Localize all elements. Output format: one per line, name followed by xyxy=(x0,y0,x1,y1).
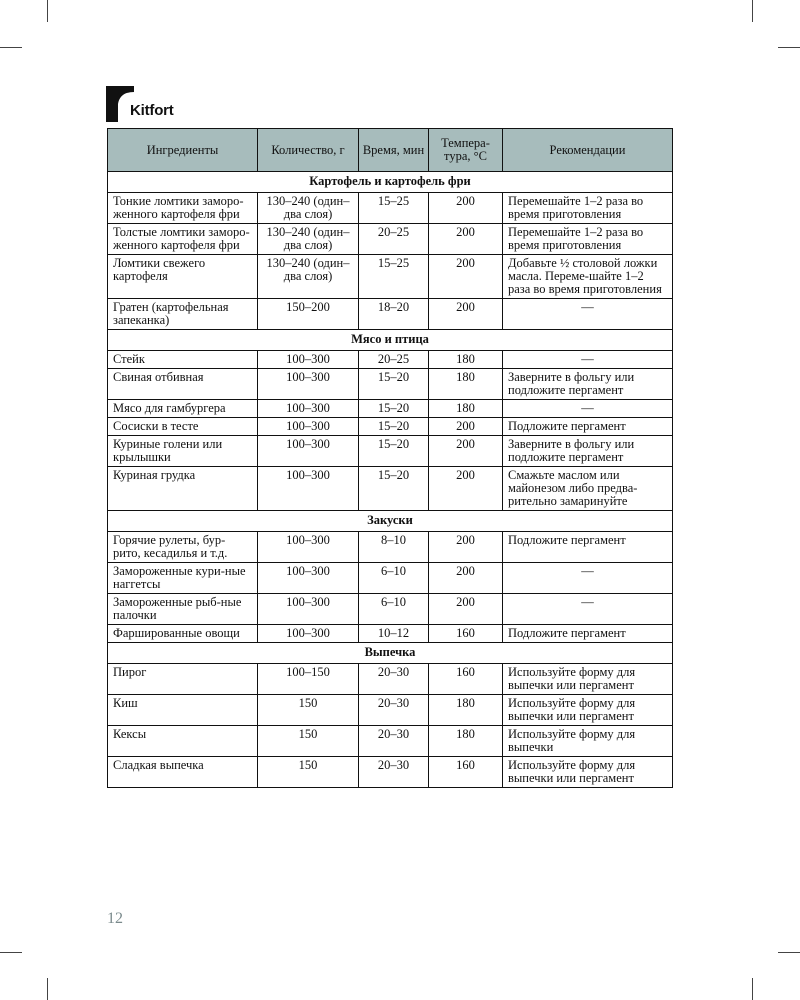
section-header-row xyxy=(108,511,673,532)
section-title: Закуски xyxy=(108,511,673,532)
cell-quantity: 150 xyxy=(258,695,359,726)
table-row xyxy=(108,224,673,255)
table-row xyxy=(108,255,673,299)
cell-recommendation: Перемешайте 1–2 раза во время приготовления xyxy=(503,224,673,255)
cell-recommendation: Подложите пергамент xyxy=(503,532,673,563)
cell-time: 20–30 xyxy=(359,757,429,788)
cell-quantity: 100–300 xyxy=(258,563,359,594)
cell-recommendation: — xyxy=(503,351,673,369)
section-header-row xyxy=(108,330,673,351)
cell-recommendation: Заверните в фольгу или подложите пергамент xyxy=(503,436,673,467)
cell-quantity: 100–300 xyxy=(258,369,359,400)
cell-quantity: 130–240 (один–два слоя) xyxy=(258,193,359,224)
cell-ingredient: Фаршированные овощи xyxy=(108,625,258,643)
header-time: Время, мин xyxy=(359,129,429,172)
cooking-table xyxy=(107,128,673,788)
cell-ingredient: Свиная отбивная xyxy=(108,369,258,400)
cell-temperature: 200 xyxy=(429,255,503,299)
cell-quantity: 100–300 xyxy=(258,532,359,563)
cell-ingredient: Сосиски в тесте xyxy=(108,418,258,436)
cell-temperature: 180 xyxy=(429,351,503,369)
cell-ingredient: Горячие рулеты, бур-рито, кесадилья и т.д. xyxy=(108,532,258,563)
cell-temperature: 160 xyxy=(429,757,503,788)
cell-ingredient: Гратен (картофельная запеканка) xyxy=(108,299,258,330)
table-row xyxy=(108,695,673,726)
cell-time: 18–20 xyxy=(359,299,429,330)
cell-time: 20–30 xyxy=(359,664,429,695)
cell-temperature: 180 xyxy=(429,695,503,726)
table-row xyxy=(108,299,673,330)
cell-ingredient: Мясо для гамбургера xyxy=(108,400,258,418)
cell-recommendation: — xyxy=(503,400,673,418)
cell-temperature: 160 xyxy=(429,664,503,695)
cell-time: 20–30 xyxy=(359,695,429,726)
cell-recommendation: — xyxy=(503,594,673,625)
cell-time: 20–25 xyxy=(359,351,429,369)
crop-mark xyxy=(47,0,48,22)
cell-recommendation: Смажьте маслом или майонезом либо предва-рительно замаринуйте xyxy=(503,467,673,511)
cell-recommendation: Используйте форму для выпечки xyxy=(503,726,673,757)
cell-time: 8–10 xyxy=(359,532,429,563)
cell-time: 15–20 xyxy=(359,369,429,400)
cell-quantity: 100–300 xyxy=(258,351,359,369)
cell-time: 15–25 xyxy=(359,193,429,224)
crop-mark xyxy=(752,978,753,1000)
crop-mark xyxy=(0,47,22,48)
cell-quantity: 100–300 xyxy=(258,418,359,436)
cell-quantity: 100–300 xyxy=(258,467,359,511)
cell-quantity: 150–200 xyxy=(258,299,359,330)
crop-mark xyxy=(752,0,753,22)
table-row xyxy=(108,436,673,467)
cell-recommendation: Подложите пергамент xyxy=(503,625,673,643)
header-ingredients: Ингредиенты xyxy=(108,129,258,172)
cell-ingredient: Стейк xyxy=(108,351,258,369)
cell-time: 6–10 xyxy=(359,594,429,625)
cell-temperature: 200 xyxy=(429,532,503,563)
table-row xyxy=(108,369,673,400)
crop-mark xyxy=(0,952,22,953)
brand-logo xyxy=(106,82,174,122)
cell-recommendation: — xyxy=(503,299,673,330)
table-row xyxy=(108,400,673,418)
cell-ingredient: Куриная грудка xyxy=(108,467,258,511)
cell-temperature: 200 xyxy=(429,594,503,625)
cell-time: 20–30 xyxy=(359,726,429,757)
cell-ingredient: Замороженные кури-ные наггетсы xyxy=(108,563,258,594)
table-row xyxy=(108,726,673,757)
section-title: Картофель и картофель фри xyxy=(108,172,673,193)
cell-quantity: 150 xyxy=(258,757,359,788)
cell-ingredient: Замороженные рыб-ные палочки xyxy=(108,594,258,625)
cell-time: 6–10 xyxy=(359,563,429,594)
table-row xyxy=(108,664,673,695)
cell-recommendation: — xyxy=(503,563,673,594)
cell-recommendation: Заверните в фольгу или подложите пергамент xyxy=(503,369,673,400)
cell-temperature: 180 xyxy=(429,400,503,418)
cell-time: 15–20 xyxy=(359,436,429,467)
header-recommendations: Рекомендации xyxy=(503,129,673,172)
table-body xyxy=(108,172,673,788)
cell-time: 15–20 xyxy=(359,400,429,418)
cell-temperature: 180 xyxy=(429,369,503,400)
cell-quantity: 100–300 xyxy=(258,400,359,418)
cell-time: 15–20 xyxy=(359,467,429,511)
brand-name: Kitfort xyxy=(130,102,174,119)
cell-temperature: 200 xyxy=(429,563,503,594)
cell-ingredient: Сладкая выпечка xyxy=(108,757,258,788)
cell-recommendation: Используйте форму для выпечки или пергамент xyxy=(503,695,673,726)
cell-temperature: 200 xyxy=(429,193,503,224)
cell-ingredient: Тонкие ломтики заморо-женного картофеля фри xyxy=(108,193,258,224)
cell-time: 15–20 xyxy=(359,418,429,436)
table-row xyxy=(108,563,673,594)
cell-ingredient: Куриные голени или крылышки xyxy=(108,436,258,467)
table-row xyxy=(108,351,673,369)
cell-quantity: 100–300 xyxy=(258,625,359,643)
cell-temperature: 200 xyxy=(429,436,503,467)
crop-mark xyxy=(778,952,800,953)
cell-ingredient: Кексы xyxy=(108,726,258,757)
cell-temperature: 160 xyxy=(429,625,503,643)
crop-mark xyxy=(47,978,48,1000)
header-temperature: Темпера-тура, °С xyxy=(429,129,503,172)
cell-ingredient: Киш xyxy=(108,695,258,726)
cell-quantity: 100–300 xyxy=(258,594,359,625)
header-quantity: Количество, г xyxy=(258,129,359,172)
cell-time: 10–12 xyxy=(359,625,429,643)
section-title: Мясо и птица xyxy=(108,330,673,351)
table-row xyxy=(108,594,673,625)
section-title: Выпечка xyxy=(108,643,673,664)
table-row xyxy=(108,418,673,436)
cell-recommendation: Подложите пергамент xyxy=(503,418,673,436)
cell-recommendation: Используйте форму для выпечки или пергамент xyxy=(503,757,673,788)
cell-temperature: 200 xyxy=(429,418,503,436)
section-header-row xyxy=(108,643,673,664)
cell-time: 15–25 xyxy=(359,255,429,299)
table-row xyxy=(108,757,673,788)
table-row xyxy=(108,625,673,643)
table-header-row xyxy=(108,129,673,172)
cell-recommendation: Перемешайте 1–2 раза во время приготовления xyxy=(503,193,673,224)
cell-quantity: 100–300 xyxy=(258,436,359,467)
cell-recommendation: Добавьте ½ столовой ложки масла. Переме-шайте 1–2 раза во время приготовления xyxy=(503,255,673,299)
cell-quantity: 100–150 xyxy=(258,664,359,695)
cell-ingredient: Толстые ломтики заморо-женного картофеля фри xyxy=(108,224,258,255)
cell-ingredient: Ломтики свежего картофеля xyxy=(108,255,258,299)
cell-temperature: 180 xyxy=(429,726,503,757)
cell-quantity: 150 xyxy=(258,726,359,757)
page-number: 12 xyxy=(107,910,123,927)
cell-temperature: 200 xyxy=(429,299,503,330)
crop-mark xyxy=(778,47,800,48)
cell-time: 20–25 xyxy=(359,224,429,255)
table-row xyxy=(108,532,673,563)
cell-temperature: 200 xyxy=(429,224,503,255)
table-row xyxy=(108,193,673,224)
section-header-row xyxy=(108,172,673,193)
table-row xyxy=(108,467,673,511)
cell-ingredient: Пирог xyxy=(108,664,258,695)
cell-quantity: 130–240 (один–два слоя) xyxy=(258,255,359,299)
cell-quantity: 130–240 (один–два слоя) xyxy=(258,224,359,255)
cell-temperature: 200 xyxy=(429,467,503,511)
cell-recommendation: Используйте форму для выпечки или пергамент xyxy=(503,664,673,695)
